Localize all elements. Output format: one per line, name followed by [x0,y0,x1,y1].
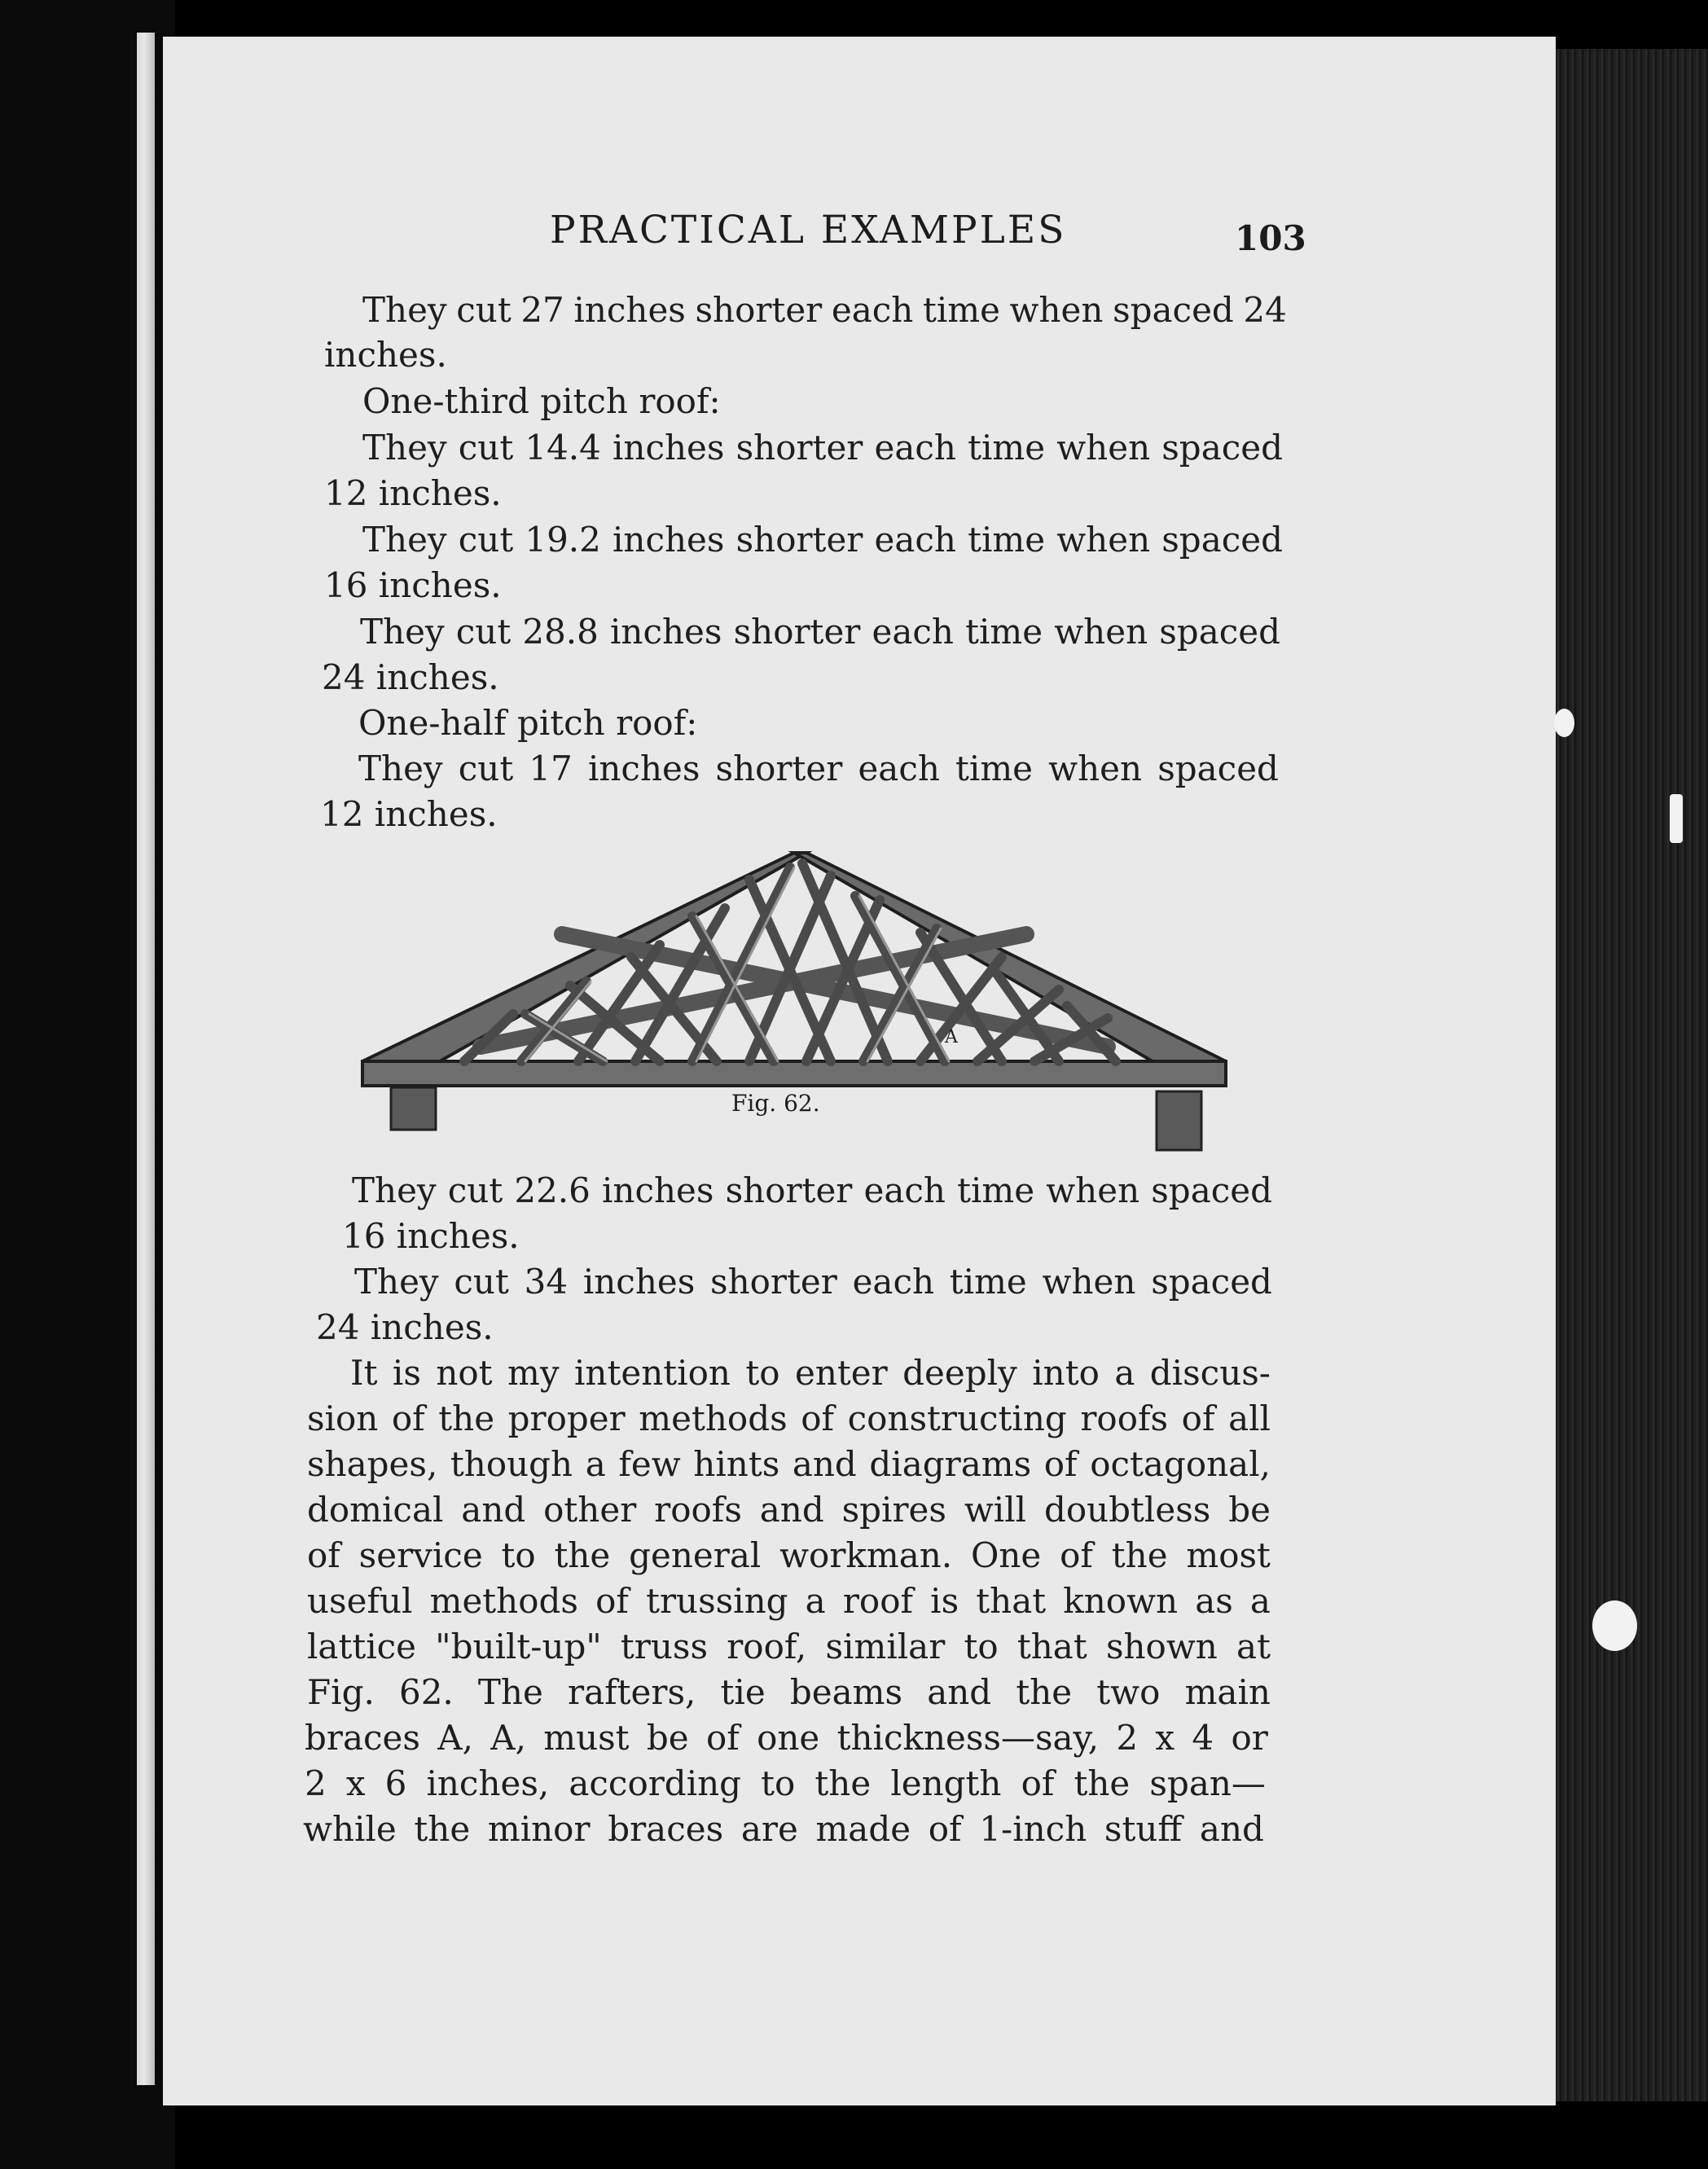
text-line: They cut 14.4 inches shorter each time when spaced [362,428,1283,468]
book-page-edges [1556,49,1708,2101]
text-line: useful methods of trussing a roof is that known as a [307,1581,1271,1621]
text-line: They cut 34 inches shorter each time when spaced [354,1262,1272,1302]
running-head: PRACTICAL EXAMPLES [550,208,1067,252]
text-line: of service to the general workman. One of the most [307,1535,1271,1575]
text-line: One-third pitch roof: [362,381,721,421]
figure-caption: Fig. 62. [731,1090,820,1117]
left-page-edge [137,33,155,2085]
text-line: inches. [324,335,447,375]
scan-speck [1554,709,1574,737]
text-line: 16 inches. [324,565,502,605]
scan-speck [1670,794,1683,843]
text-line: One-half pitch roof: [358,703,698,743]
text-line: They cut 22.6 inches shorter each time when spaced [352,1170,1272,1210]
text-line: sion of the proper methods of constructing roofs of all [307,1398,1271,1438]
text-line: They cut 27 inches shorter each time when spaced 24 [362,290,1287,330]
text-line: braces A, A, must be of one thickness—say, 2 x 4 or [305,1718,1268,1758]
text-line: Fig. 62. The rafters, tie beams and the two main [307,1672,1271,1712]
text-line: 2 x 6 inches, according to the length of the span— [305,1763,1266,1803]
text-line: They cut 17 inches shorter each time when spaced [358,749,1279,788]
text-line: 12 inches. [324,473,502,513]
text-line: lattice "built-up" truss roof, similar to that shown at [307,1627,1271,1666]
text-line: domical and other roofs and spires will doubtless be [307,1490,1271,1530]
page-number: 103 [1235,218,1306,258]
text-line: while the minor braces are made of 1-inch stuff and [303,1809,1264,1849]
text-line: It is not my intention to enter deeply into a discus- [350,1353,1271,1393]
text-line: 24 inches. [322,657,499,697]
text-line: They cut 28.8 inches shorter each time when spaced [360,612,1280,652]
text-line: 12 inches. [320,794,498,834]
text-line: 16 inches. [342,1216,520,1256]
scan-speck [1592,1600,1637,1651]
brace-label: A [945,1027,958,1047]
text-line: 24 inches. [316,1307,494,1347]
text-line: shapes, though a few hints and diagrams of octagonal, [307,1444,1271,1484]
text-line: They cut 19.2 inches shorter each time when spaced [362,520,1283,560]
